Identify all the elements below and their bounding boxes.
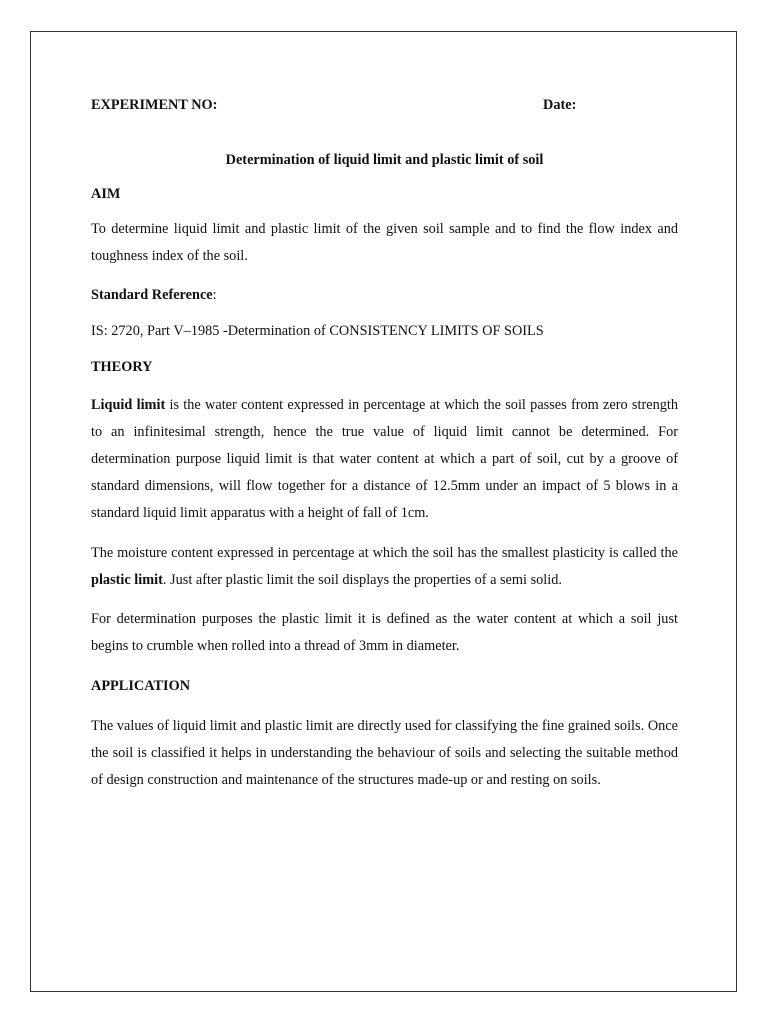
experiment-number-label: EXPERIMENT NO:	[91, 97, 218, 113]
document-title: Determination of liquid limit and plastic limit of soil	[225, 152, 544, 168]
theory-paragraph-1	[91, 392, 678, 527]
theory-paragraph-2	[91, 540, 678, 594]
standard-reference-label: Standard Reference	[91, 287, 213, 303]
theory-heading: THEORY	[91, 359, 153, 375]
application-heading: APPLICATION	[91, 678, 191, 694]
date-label: Date:	[543, 97, 577, 113]
liquid-limit-term: Liquid limit	[91, 397, 166, 413]
plastic-limit-rest: . Just after plastic limit the soil displays the properties of a semi solid.	[162, 572, 562, 588]
application-text: The values of liquid limit and plastic limit are directly used for classifying the fine grained soils. Once the soil is classified it helps in understanding the behaviour of soils and selecting the suitable method of design construction and maintenance of the structures made-up or and resting on soils.	[91, 718, 678, 788]
header-row	[91, 92, 678, 112]
standard-reference	[91, 282, 678, 309]
plastic-limit-term: plastic limit	[91, 572, 163, 588]
document-content	[91, 92, 678, 788]
standard-reference-text: IS: 2720, Part V–1985 -Determination of CONSISTENCY LIMITS OF SOILS	[91, 323, 544, 339]
aim-heading: AIM	[91, 186, 121, 202]
plastic-limit-intro: The moisture content expressed in percentage at which the soil has the smallest plasticity is called the	[91, 545, 678, 561]
theory-paragraph-3: For determination purposes the plastic limit it is defined as the water content at which a soil just begins to crumble when rolled into a thread of 3mm in diameter.	[91, 611, 678, 654]
aim-text: To determine liquid limit and plastic limit of the given soil sample and to find the flow index and toughness index of the soil.	[91, 221, 678, 264]
standard-reference-colon: :	[212, 287, 217, 303]
liquid-limit-definition: is the water content expressed in percentage at which the soil passes from zero strength to an infinitesimal strength, hence the true value of liquid limit cannot be determined. For determination purpose liquid limit is that water content at which a part of soil, cut by a groove of standard dimensions, will flow together for a distance of 12.5mm under an impact of 5 blows in a standard liquid limit apparatus with a height of fall of 1cm.	[91, 397, 678, 521]
